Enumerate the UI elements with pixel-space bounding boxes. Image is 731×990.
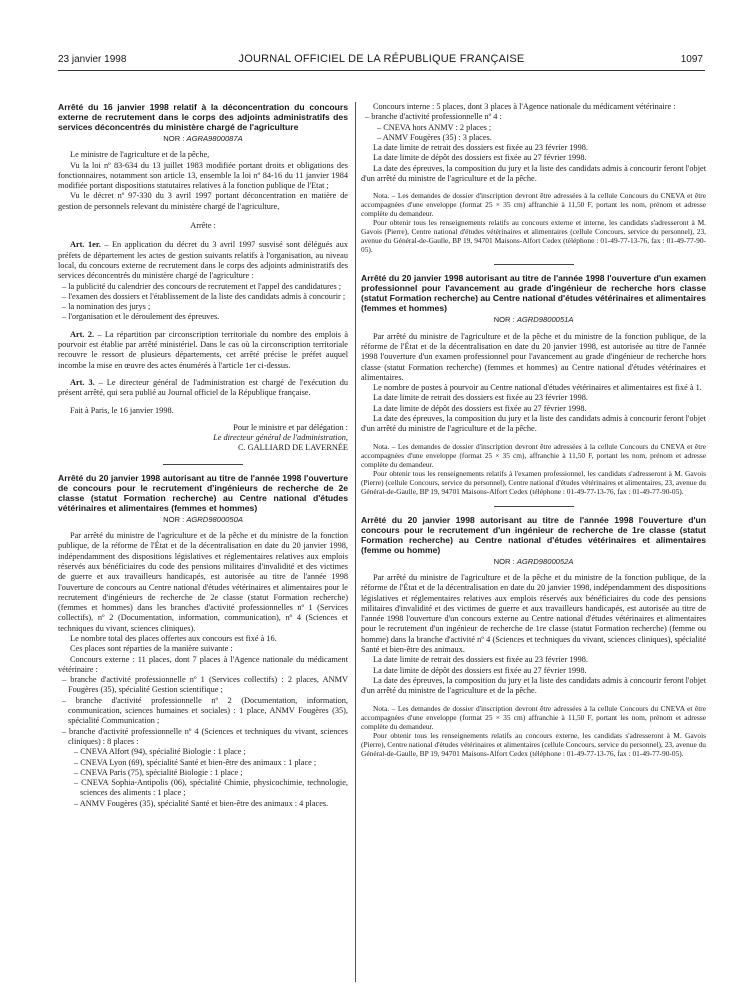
- arrete-examen-hors-classe: [361, 273, 706, 495]
- sublist-item: – CNEVA Alfort (94), spécialité Biologie : 1 place ;: [74, 747, 246, 757]
- sublist-item: – CNEVA Lyon (69), spécialité Santé et bien-être des animaux : 1 place ;: [74, 757, 317, 767]
- nor-code: AGRD9800052A: [516, 556, 574, 566]
- signature-title: [58, 433, 348, 443]
- article-3: [58, 378, 348, 399]
- arrete-title: Arrêté du 16 janvier 1998 relatif à la déconcentration du concours externe de recrutement dans le corps des adjoints administratifs des services déconcentrés du ministère chargé de l'agriculture: [58, 102, 348, 132]
- sublist-item: – ANMV Fougères (35) : 3 places.: [377, 132, 492, 142]
- nor-line: [58, 515, 348, 525]
- section-divider: [494, 506, 574, 507]
- columns: [58, 102, 705, 980]
- paragraph: Le nombre de postes à pourvoir au Centre national d'études vétérinaires et alimentaires est fixé à 1.: [373, 383, 702, 393]
- paragraph: Par arrêté du ministre de l'agriculture et de la pêche et du ministre de la fonction publique, de la réforme de l'État et de la décentralisation en date du 20 janvier 1998, est autorisée au titre de l'année 1998 l'ouverture d'un examen professionnel pour l'avancement au grade d'ingénieur de recherche hors classe (statut Formation recherche) (femmes et hommes) au Centre national d'études vétérinaires et alimentaires.: [361, 331, 706, 382]
- arrete-deconcentration: [58, 102, 348, 454]
- nota: Pour obtenir tous les renseignements relatifs au concours externe et interne, les candidats s'adresseront à M. Gavois (Pierre), Centre national d'études vétérinaires et alimentaires (cellule Concours, service du personnel), 23, avenue du Général-de-Gaulle, BP 19, 94701 Maisons-Alfort Cedex (téléphone : 01-49-77-13-76, fax : 01-49-77-90-05).: [361, 218, 706, 255]
- list-item: – branche d'activité professionnelle nº 1 (Services collectifs) : 2 places, ANMV Fougères (35), spécialité Gestion scientifique ;: [62, 675, 348, 695]
- paragraph: La date limite de retrait des dossiers est fixée au 23 février 1998.: [373, 655, 588, 665]
- arrete-title: Arrêté du 20 janvier 1998 autorisant au titre de l'année 1998 l'ouverture d'un examen professionnel pour l'avancement au grade d'ingénieur de recherche hors classe (statut Formation recherche) au Centre national d'études vétérinaires et alimentaires (femmes et hommes): [361, 273, 706, 314]
- article-label: Art. 1er.: [70, 240, 101, 250]
- nor-label: NOR :: [493, 556, 515, 566]
- page-number: 1097: [680, 54, 703, 65]
- paragraph: Ces places sont réparties de la manière suivante :: [70, 644, 233, 654]
- paragraph: La date des épreuves, la composition du jury et la liste des candidats admis à concourir feront l'objet d'un arrêté du ministre de l'agriculture et de la pêche.: [361, 675, 706, 696]
- paragraph: La date des épreuves, la composition du jury et la liste des candidats admis à concourir feront l'objet d'un arrêté du ministre de l'agriculture et de la pêche.: [361, 414, 706, 434]
- nota: Nota. – Les demandes de dossier d'inscription devront être adressées à la cellule Concours du CNEVA et être accompagnées d'une enveloppe (format 25 × 35 cm) affranchie à 11,50 F, portant les nom, prénom et adresse complète du demandeur.: [361, 703, 706, 731]
- list-item: – branche d'activité professionnelle nº 4 (Sciences et techniques du vivant, sciences cliniques) : 8 places :: [62, 726, 348, 746]
- article-label: Art. 2.: [70, 329, 95, 339]
- nor-label: NOR :: [493, 315, 515, 325]
- sublist-item: – ANMV Fougères (35), spécialité Santé et bien-être des animaux : 4 places.: [74, 798, 329, 808]
- paragraph: Vu le décret nº 97-330 du 3 avril 1997 portant déconcentration en matière de gestion de personnels relevant du ministère chargé de l'agriculture,: [58, 191, 348, 211]
- nor-line: [58, 134, 348, 144]
- article-text: – En application du décret du 3 avril 1997 susvisé sont délégués aux préfets de département les actes de gestion suivants relatifs à l'organisation, au niveau local, du concours externe de recrutement dans le corps des adjoints administratifs des services déconcentrés du ministère chargé de l'agriculture :: [58, 240, 349, 281]
- arrete-word: Arrête :: [190, 221, 216, 231]
- paragraph: Le ministre de l'agriculture et de la pêche,: [70, 150, 210, 160]
- paragraph: La date limite de retrait des dossiers est fixée au 23 février 1998.: [373, 143, 588, 153]
- list-item: – la publicité du calendrier des concours de recrutement et l'appel des candidatures ;: [62, 281, 342, 291]
- arrete-title: Arrêté du 20 janvier 1998 autorisant au titre de l'année 1998 l'ouverture de concours pour le recrutement d'ingénieurs de recherche de 2e classe (statut Formation recherche) au Centre national d'études vétérinaires et alimentaires (femmes et hommes): [58, 472, 348, 513]
- page-header: [58, 48, 705, 71]
- nota: Nota. – Les demandes de dossier d'inscription devront être adressées à la cellule Concours du CNEVA et être accompagnées d'une enveloppe (format 25 × 35 cm) affranchie à 11,50 F, portant les nom, prénom et adresse complète du demandeur.: [361, 191, 706, 219]
- paragraph: La date des épreuves, la composition du jury et la liste des candidats admis à concourir feront l'objet d'un arrêté du ministre de l'agriculture et de la pêche.: [361, 163, 706, 184]
- nota: Pour obtenir tous les renseignements relatifs à l'examen professionnel, les candidats s'adresseront à M. Gavois (Pierre) (cellule Concours, service du personnel), Centre national d'études vétérinaires et alimentaires, 23, avenue du Général-de-Gaulle, BP 19, 94701 Maisons-Alfort Cedex (téléphone : 01-49-77-13-76, fax : 01-49-77-90-05).: [361, 468, 706, 496]
- article-2: [58, 330, 348, 371]
- article-text: – La répartition par circonscription territoriale du nombre des emplois à pourvoir est établie par arrêté ministériel. Dans le cas où la circonscription territoriale recouvre le ressort de plusieurs départements, cet arrêté précise le préfet auquel incombe la mise en œuvre des actes énumérés à l'article 1er ci-dessus.: [58, 329, 349, 370]
- list-item: – branche d'activité professionnelle nº 4 :: [365, 112, 502, 122]
- arrete-ingenieurs-2e-classe-suite: [361, 102, 706, 254]
- article-label: Art. 3.: [70, 377, 95, 387]
- list-item: – branche d'activité professionnelle nº 2 (Documentation, information, communication, sciences humaines et sociales) : 1 place, ANMV Fougères (35), spécialité Communication ;: [62, 695, 348, 726]
- fait-line: Fait à Paris, le 16 janvier 1998.: [70, 405, 174, 415]
- paragraph: Concours externe : 11 places, dont 7 places à l'Agence nationale du médicament vétérinaire :: [58, 654, 348, 674]
- nota: Pour obtenir tous les renseignements relatifs au concours externe, les candidats s'adresseront à M. Gavois (Pierre), Centre national d'études vétérinaires et alimentaires (cellule Concours, service du personnel), 23, avenue du Général-de-Gaulle, BP 19, 94701 Maisons-Alfort Cedex (téléphone : 01-49-77-13-76, fax : 01-49-77-90-05).: [361, 730, 706, 758]
- right-column: [361, 102, 706, 758]
- nor-line: [361, 557, 706, 567]
- sublist-item: – CNEVA Paris (75), spécialité Biologie : 1 place ;: [74, 767, 243, 777]
- paragraph: Concours interne : 5 places, dont 3 places à l'Agence nationale du médicament vétérinaire :: [373, 102, 676, 111]
- list-item: – l'examen des dossiers et l'établissement de la liste des candidats admis à concourir ;: [62, 291, 346, 301]
- paragraph: Vu la loi nº 83-634 du 13 juillet 1983 modifiée portant droits et obligations des fonctionnaires, notamment son article 13, ensemble la loi nº 84-16 du 11 janvier 1984 modifiée portant dispositions statutaires relatives à la fonction publique de l'Etat ;: [58, 160, 348, 191]
- nor-line: [361, 315, 706, 325]
- left-column: [58, 102, 348, 809]
- signatory: C. GALLIARD DE LAVERNÉE: [237, 443, 348, 453]
- paragraph: Par arrêté du ministre de l'agriculture et de la pêche et du ministre de la fonction publique, de la réforme de l'État et de la décentralisation en date du 20 janvier 1998, indépendamment des dispositions législatives et réglementaires relatives aux emplois réservés aux bénéficiaires du code des pensions militaires d'invalidité et des victimes de guerre et aux travailleurs handicapés, est autorisée au titre de l'année 1998 l'ouverture de concours au Centre national d'études vétérinaires et alimentaires pour le recrutement d'ingénieurs de recherche de 2e classe (statut Formation recherche) (femmes et hommes) dans les branches d'activité professionnelles nº 1 (Services collectifs), nº 2 (Documentation, information, communication), nº 4 (Sciences et techniques du vivant, sciences cliniques).: [58, 531, 348, 633]
- section-divider: [494, 264, 574, 265]
- arrete-title: Arrêté du 20 janvier 1998 autorisant au titre de l'année 1998 l'ouverture d'un concours pour le recrutement d'un ingénieur de recherche de 1re classe (statut Formation recherche) au Centre national d'études vétérinaires et alimentaires (femme ou homme): [361, 514, 706, 555]
- paragraph: Le nombre total des places offertes aux concours est fixé à 16.: [70, 633, 277, 643]
- paragraph: La date limite de dépôt des dossiers est fixée au 27 février 1998.: [373, 403, 587, 413]
- list-item: – la nomination des jurys ;: [62, 302, 151, 312]
- sublist-item: – CNEVA Sophia-Antipolis (06), spécialité Chimie, physicochimie, technologie, sciences des aliments : 1 place ;: [74, 778, 348, 798]
- signature-line: Pour le ministre et par délégation :: [233, 422, 348, 432]
- arrete-ingenieur-1re-classe: [361, 515, 706, 758]
- nor-label: NOR :: [163, 514, 185, 524]
- paragraph: La date limite de dépôt des dossiers est fixée au 27 février 1998.: [373, 153, 587, 163]
- column-divider: [355, 102, 356, 982]
- nor-code: AGRD9800051A: [516, 315, 574, 325]
- nor-code: AGRA9800087A: [186, 134, 243, 143]
- section-divider: [163, 464, 243, 465]
- journal-title: JOURNAL OFFICIEL DE LA RÉPUBLIQUE FRANÇAISE: [238, 53, 525, 65]
- paragraph: Par arrêté du ministre de l'agriculture et de la pêche et du ministre de la fonction publique, de la réforme de l'État et de la décentralisation en date du 20 janvier 1998, indépendamment des dispositions législatives et réglementaires relatives aux emplois réservés aux bénéficiaires du code des pensions militaires d'invalidité et des victimes de guerre et aux travailleurs handicapés, est autorisée au titre de l'année 1998 l'ouverture d'un concours externe au Centre national d'études vétérinaires et alimentaires pour le recrutement d'un ingénieur de recherche de 1re classe (statut Formation recherche) (femme ou homme) dans la branche d'activité nº 4 (Sciences et techniques du vivant, sciences cliniques), spécialité Santé et bien-être des animaux.: [361, 572, 706, 655]
- paragraph: La date limite de retrait des dossiers est fixée au 23 février 1998.: [373, 393, 588, 403]
- nota: Nota. – Les demandes de dossier d'inscription devront être adressées à la cellule Concours du CNEVA et être accompagnées d'une enveloppe (format 25 × 35 cm), affranchie à 11,50 F, portant les nom, prénom et adresse complète du demandeur.: [361, 441, 706, 469]
- paragraph: La date limite de dépôt des dossiers est fixée au 27 février 1998.: [373, 665, 587, 675]
- nor-code: AGRD9800050A: [186, 514, 243, 524]
- article-text: – Le directeur général de l'administration est chargé de l'exécution du présent arrêté, qui sera publié au Journal officiel de la République française.: [58, 377, 349, 398]
- header-date: 23 janvier 1998: [58, 54, 127, 65]
- nor-label: NOR :: [163, 134, 185, 143]
- list-item: – l'organisation et le déroulement des épreuves.: [62, 312, 220, 322]
- signature-role: Le directeur général de l'administration,: [213, 433, 348, 443]
- article-1: [58, 240, 348, 281]
- sublist-item: – CNEVA hors ANMV : 2 places ;: [377, 122, 492, 132]
- arrete-ingenieurs-2e-classe: [58, 473, 348, 809]
